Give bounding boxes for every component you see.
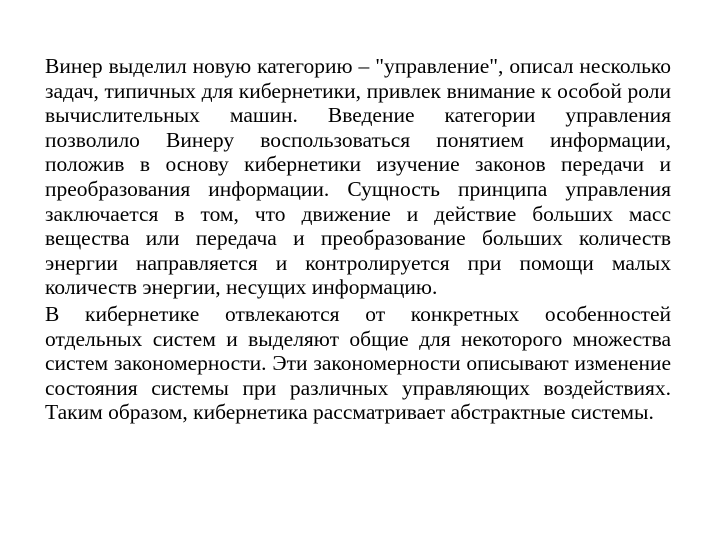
paragraph-1: Винер выделил новую категорию – "управление", описал несколько задач, типичных для кибернетики, привлек внимание к особой роли вычислительных машин. Введение категории управления позволило Винеру воспользоваться понятием информации, положив в основу кибернетики изучение законов передачи и преобразования информации. Сущность принципа управления заключается в том, что движение и действие больших масс вещества или передача и преобразование больших количеств энергии направляется и контролируется при помощи малых количеств энергии, несущих информацию. [45,54,671,300]
text-block [45,54,671,427]
paragraph-2: В кибернетике отвлекаются от конкретных особенностей отдельных систем и выделяют общие для некоторого множества систем закономерности. Эти закономерности описывают изменение состояния системы при различных управляющих воздействиях. Таким образом, кибернетика рассматривает абстрактные системы. [45,301,671,425]
